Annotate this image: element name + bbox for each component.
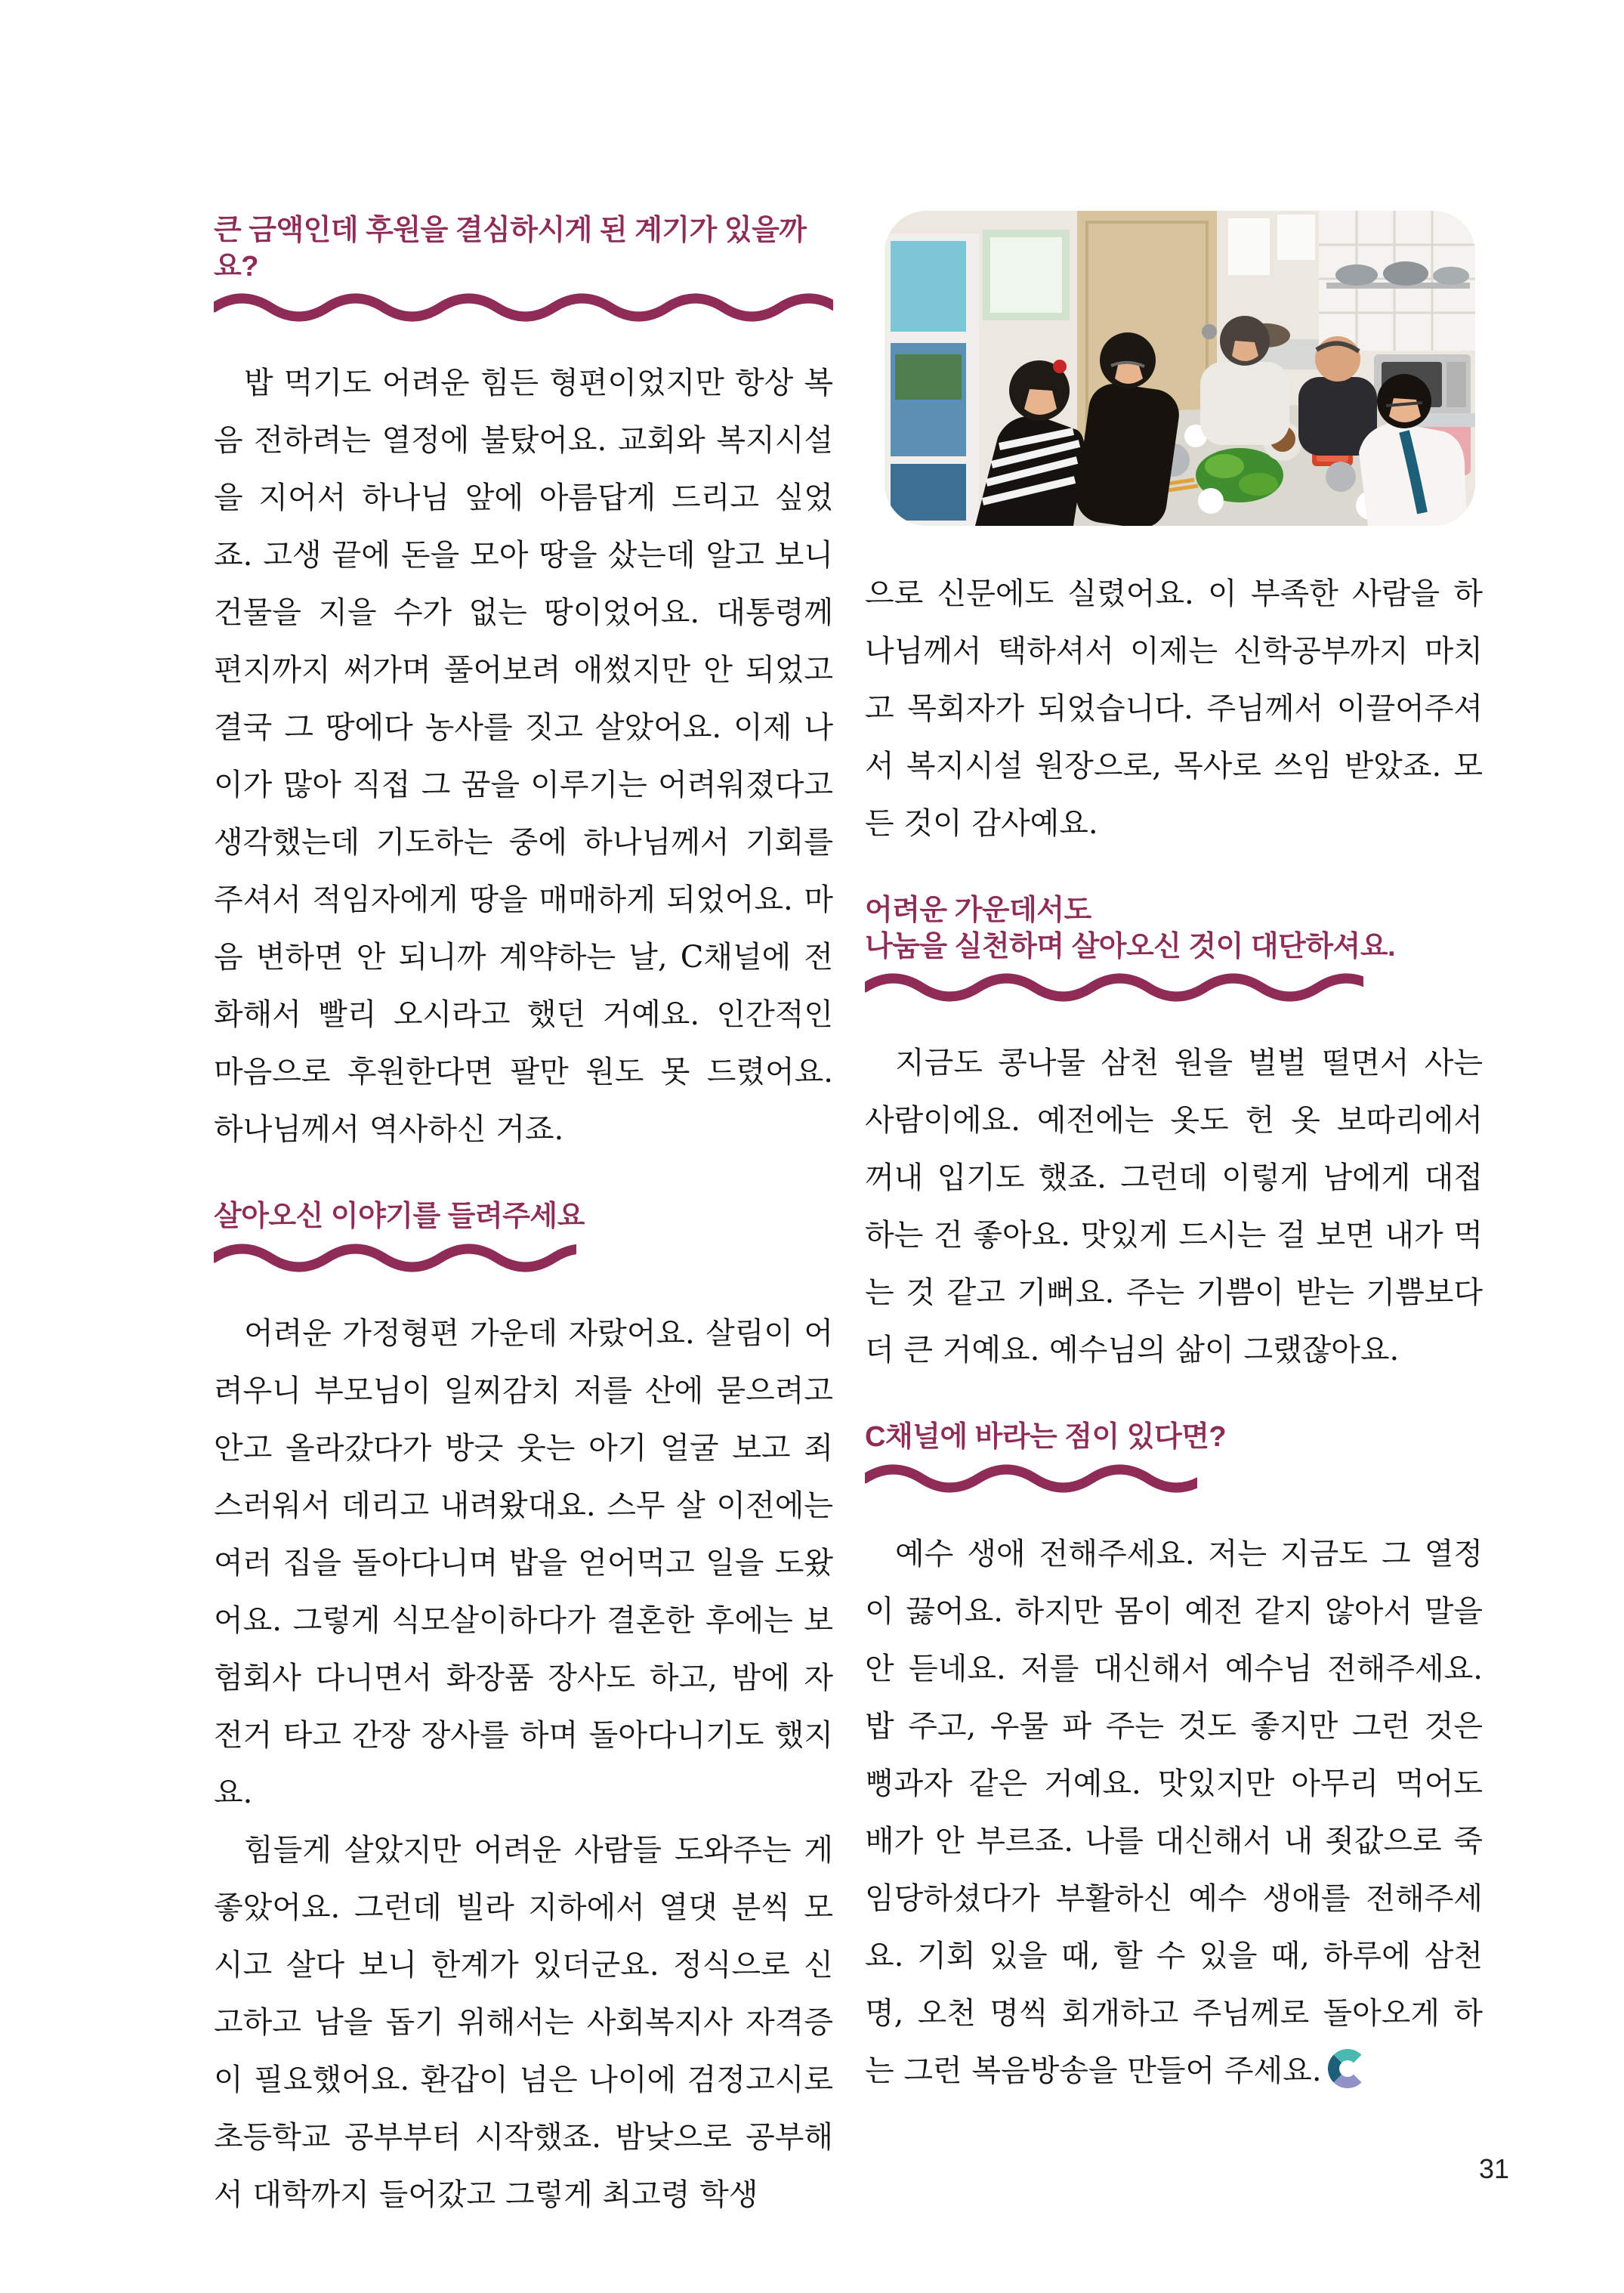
answer-paragraph-4	[865, 1525, 1483, 2100]
answer-paragraph-3: 지금도 콩나물 삼천 원을 벌벌 떨면서 사는 사람이에요. 예전에는 옷도 헌 옷 보따리에서 꺼내 입기도 했죠. 그런데 이렇게 남에게 대접하는 건 좋아요. 맛있게 드시는 걸 보면 내가 먹는 것 같고 기뻐요. 주는 기쁨이 받는 기쁨보다 더 큰 거예요. 예수님의 삶이 그랬잖아요.	[865, 1046, 1483, 1367]
cchannel-logo-icon	[1328, 2049, 1367, 2088]
question-heading-2	[214, 1199, 833, 1273]
wavy-underline-icon	[865, 972, 1363, 1003]
question-heading-4	[865, 1420, 1483, 1494]
answer-paragraph-2b: 힘들게 살았지만 어려운 사람들 도와주는 게 좋았어요. 그런데 빌라 지하에서 열댓 분씩 모시고 살다 보니 한계가 있더군요. 정식으로 신고하고 남을 돕기 위해서는 사회복지사 자격증이 필요했어요. 환갑이 넘은 나이에 검정고시로 초등학교 공부부터 시작했죠. 밤낮으로 공부해서 대학까지 들어갔고 그렇게 최고령 학생	[214, 1832, 833, 2212]
wavy-underline-icon	[865, 1463, 1197, 1494]
question-heading-1-text: 큰 금액인데 후원을 결심하시게 된 계기가 있을까요?	[214, 215, 807, 283]
right-column	[865, 211, 1483, 2100]
left-column	[214, 213, 833, 2223]
question-heading-3-line1: 어려운 가운데서도	[865, 895, 1091, 926]
continuation-paragraph: 으로 신문에도 실렸어요. 이 부족한 사람을 하나님께서 택하셔서 이제는 신학공부까지 마치고 목회자가 되었습니다. 주님께서 이끌어주셔서 복지시설 원장으로, 목사로 쓰임 받았죠. 모든 것이 감사예요.	[865, 576, 1483, 841]
question-heading-1	[214, 213, 833, 323]
question-heading-3	[865, 893, 1483, 1003]
article-photo	[885, 211, 1475, 526]
wavy-underline-icon	[214, 1243, 576, 1273]
wavy-underline-icon	[214, 292, 833, 323]
page-number: 31	[1479, 2153, 1510, 2184]
question-heading-2-text: 살아오신 이야기를 들려주세요	[214, 1201, 585, 1232]
question-heading-3-line2: 나눔을 실천하며 살아오신 것이 대단하셔요.	[865, 930, 1396, 963]
answer-paragraph-1: 밥 먹기도 어려운 힘든 형편이었지만 항상 복음 전하려는 열정에 불탔어요. 교회와 복지시설을 지어서 하나님 앞에 아름답게 드리고 싶었죠. 고생 끝에 돈을 모아 땅을 샀는데 알고 보니 건물을 지을 수가 없는 땅이었어요. 대통령께 편지까지 써가며 풀어보려 애썼지만 안 되었고 결국 그 땅에다 농사를 짓고 살았어요. 이제 나이가 많아 직접 그 꿈을 이루기는 어려워졌다고 생각했는데 기도하는 중에 하나님께서 기회를 주셔서 적임자에게 땅을 매매하게 되었어요. 마음 변하면 안 되니까 계약하는 날, C채널에 전화해서 빨리 오시라고 했던 거예요. 인간적인 마음으로 후원한다면 팔만 원도 못 드렸어요. 하나님께서 역사하신 거죠.	[214, 366, 833, 1147]
answer-paragraph-4-text: 예수 생애 전해주세요. 저는 지금도 그 열정이 끓어요. 하지만 몸이 예전 같지 않아서 말을 안 듣네요. 저를 대신해서 예수님 전해주세요. 밥 주고, 우물 파 주는 것도 좋지만 그런 것은 뻥과자 같은 거예요. 맛있지만 아무리 먹어도 배가 안 부르죠. 나를 대신해서 내 죗값으로 죽임당하셨다가 부활하신 예수 생애를 전해주세요. 기회 있을 때, 할 수 있을 때, 하루에 삼천 명, 오천 명씩 회개하고 주님께로 돌아오게 하는 그런 복음방송을 만들어 주세요.	[865, 1536, 1483, 2088]
question-heading-4-text: C채널에 바라는 점이 있다면?	[865, 1421, 1227, 1453]
answer-paragraph-2a: 어려운 가정형편 가운데 자랐어요. 살림이 어려우니 부모님이 일찌감치 저를 산에 묻으려고 안고 올라갔다가 방긋 웃는 아기 얼굴 보고 죄스러워서 데리고 내려왔대요. 스무 살 이전에는 여러 집을 돌아다니며 밥을 얻어먹고 일을 도왔어요. 그렇게 식모살이하다가 결혼한 후에는 보험회사 다니면서 화장품 장사도 하고, 밤에 자전거 타고 간장 장사를 하며 돌아다니기도 했지요.	[214, 1315, 833, 1810]
